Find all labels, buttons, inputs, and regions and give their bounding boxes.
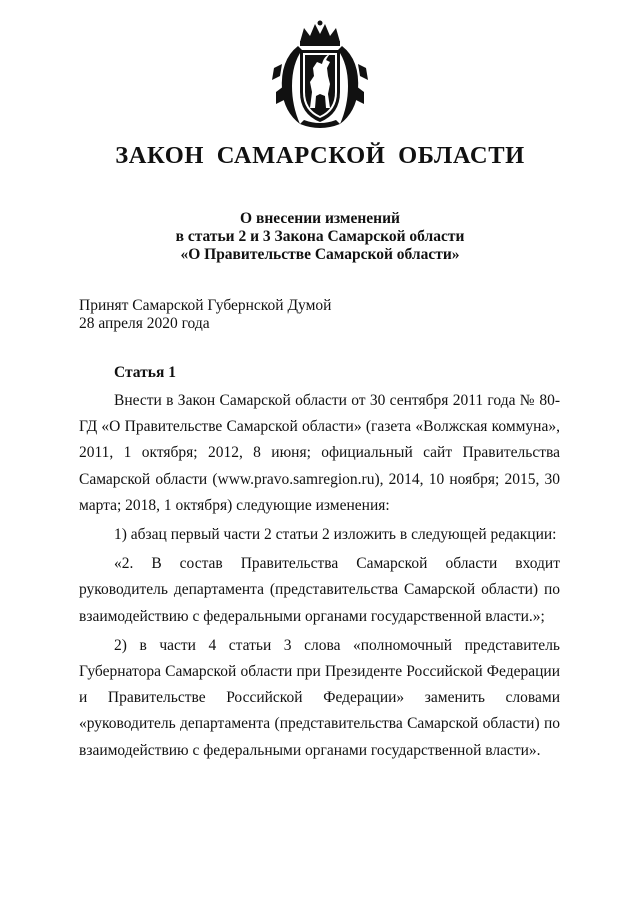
article-paragraph: 1) абзац первый части 2 статьи 2 изложить в следующей редакции: bbox=[114, 526, 557, 544]
coat-of-arms-icon bbox=[270, 20, 370, 132]
law-title: ЗАКОН САМАРСКОЙ ОБЛАСТИ bbox=[115, 142, 525, 169]
article-paragraph: 2) в части 4 статьи 3 слова «полномочный представитель Губернатора Самарской области при Президенте Российской Федерации и Правительстве Российской Федерации» заменить словами «руководитель департамента (представительства Самарской области) по взаимодействию с федеральными органами государственной власти». bbox=[79, 636, 560, 759]
article-body bbox=[79, 388, 560, 767]
adoption-note bbox=[79, 297, 331, 333]
subtitle-line: в статьи 2 и 3 Закона Самарской области bbox=[175, 228, 465, 245]
subtitle-line: О внесении изменений bbox=[240, 210, 400, 227]
subtitle-line: «О Правительстве Самарской области» bbox=[180, 246, 460, 263]
adoption-body: Принят Самарской Губернской Думой bbox=[79, 297, 332, 314]
adoption-date: 28 апреля 2020 года bbox=[79, 315, 210, 332]
law-subtitle bbox=[60, 210, 580, 264]
article-heading: Статья 1 bbox=[114, 364, 176, 381]
article-paragraph: Внести в Закон Самарской области от 30 сентября 2011 года № 80-ГД «О Правительстве Самарской области» (газета «Волжская коммуна», 2011, 1 октября; 2012, 8 июня; официальный сайт Правительства Самарской области (www.pravo.samregion.ru), 2014, 10 ноября; 2015, 30 марта; 2018, 1 октября) следующие изменения: bbox=[79, 392, 560, 514]
article-paragraph: «2. В состав Правительства Самарской области входит руководитель департамента (представительства Самарской области) по взаимодействию с федеральными органами государственной власти.»; bbox=[79, 555, 560, 625]
